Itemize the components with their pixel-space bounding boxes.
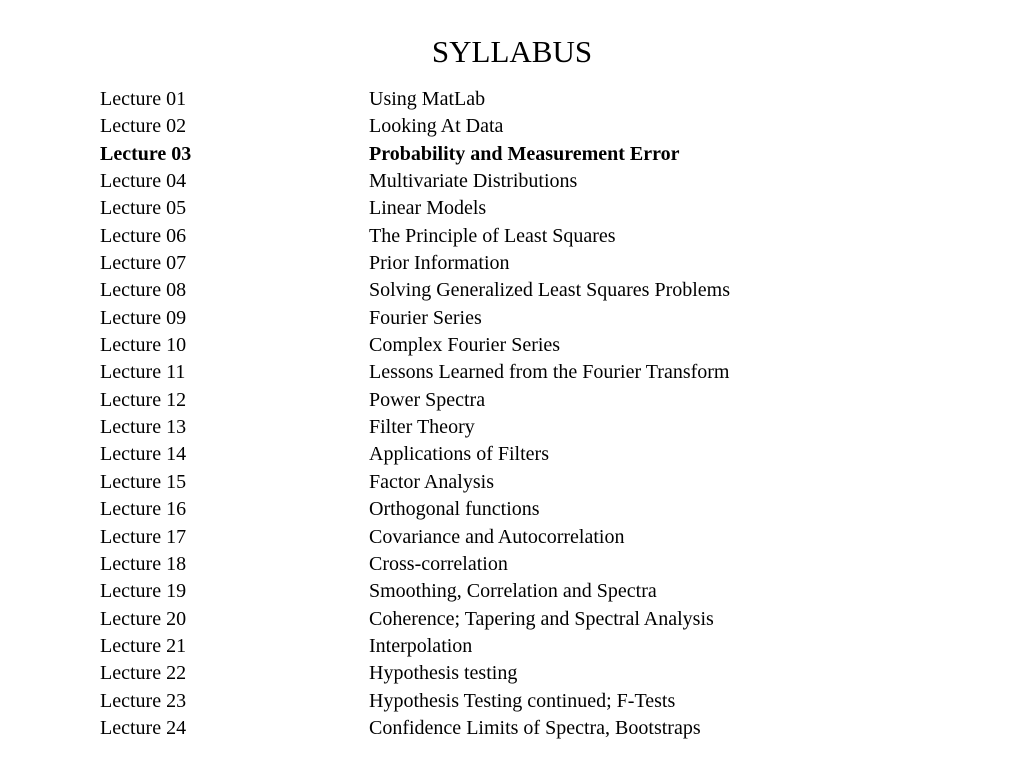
lecture-number: Lecture 12 bbox=[100, 388, 187, 411]
lecture-number: Lecture 02 bbox=[100, 115, 187, 138]
lecture-number: Lecture 06 bbox=[100, 224, 187, 247]
lecture-topic: Hypothesis Testing continued; F-Tests bbox=[369, 689, 676, 712]
page-title: SYLLABUS bbox=[431, 34, 593, 69]
lecture-topic: Applications of Filters bbox=[369, 443, 549, 466]
lecture-topic: Using MatLab bbox=[369, 88, 486, 110]
lecture-number: Lecture 09 bbox=[100, 306, 187, 329]
lecture-topic: Covariance and Autocorrelation bbox=[369, 525, 625, 548]
lecture-number: Lecture 14 bbox=[100, 443, 187, 466]
lecture-number: Lecture 19 bbox=[100, 580, 187, 603]
lecture-number: Lecture 11 bbox=[100, 361, 186, 384]
lecture-topic: Smoothing, Correlation and Spectra bbox=[369, 580, 657, 603]
lecture-topic: Hypothesis testing bbox=[369, 662, 518, 685]
lecture-number: Lecture 07 bbox=[100, 252, 187, 275]
lecture-number: Lecture 03 bbox=[100, 142, 192, 165]
lecture-number: Lecture 22 bbox=[100, 662, 187, 685]
lecture-number: Lecture 15 bbox=[100, 470, 187, 493]
lecture-number: Lecture 01 bbox=[100, 88, 187, 110]
lecture-number: Lecture 16 bbox=[100, 498, 187, 521]
lecture-topic: Power Spectra bbox=[369, 388, 486, 411]
lecture-topic: Solving Generalized Least Squares Problems bbox=[369, 279, 731, 302]
lecture-number: Lecture 21 bbox=[100, 634, 187, 657]
lecture-topic: Coherence; Tapering and Spectral Analysis bbox=[369, 607, 714, 630]
lecture-topic: The Principle of Least Squares bbox=[369, 224, 616, 247]
lecture-topic: Looking At Data bbox=[369, 115, 504, 138]
lecture-topic: Prior Information bbox=[369, 252, 510, 275]
lecture-number: Lecture 17 bbox=[100, 525, 187, 548]
lecture-topic: Probability and Measurement Error bbox=[369, 142, 680, 165]
lecture-number: Lecture 24 bbox=[100, 716, 187, 739]
lecture-number: Lecture 05 bbox=[100, 197, 187, 220]
lecture-topic: Fourier Series bbox=[369, 306, 482, 329]
lecture-number: Lecture 10 bbox=[100, 334, 187, 357]
lecture-topic: Complex Fourier Series bbox=[369, 334, 561, 357]
lecture-number: Lecture 18 bbox=[100, 552, 187, 575]
lecture-number: Lecture 23 bbox=[100, 689, 187, 712]
lecture-topic: Multivariate Distributions bbox=[369, 170, 578, 193]
lecture-topic: Factor Analysis bbox=[369, 470, 494, 493]
lecture-topic: Lessons Learned from the Fourier Transform bbox=[369, 361, 730, 384]
lecture-number: Lecture 13 bbox=[100, 416, 187, 439]
lecture-topic: Linear Models bbox=[369, 197, 487, 220]
lecture-topic: Cross-correlation bbox=[369, 552, 508, 575]
lecture-topic: Confidence Limits of Spectra, Bootstraps bbox=[369, 716, 701, 739]
lecture-number: Lecture 20 bbox=[100, 607, 187, 630]
lecture-topic: Orthogonal functions bbox=[369, 498, 540, 521]
lecture-number: Lecture 04 bbox=[100, 170, 187, 193]
lecture-topic: Interpolation bbox=[369, 634, 473, 657]
lecture-topic: Filter Theory bbox=[369, 416, 475, 439]
lecture-number: Lecture 08 bbox=[100, 279, 187, 302]
